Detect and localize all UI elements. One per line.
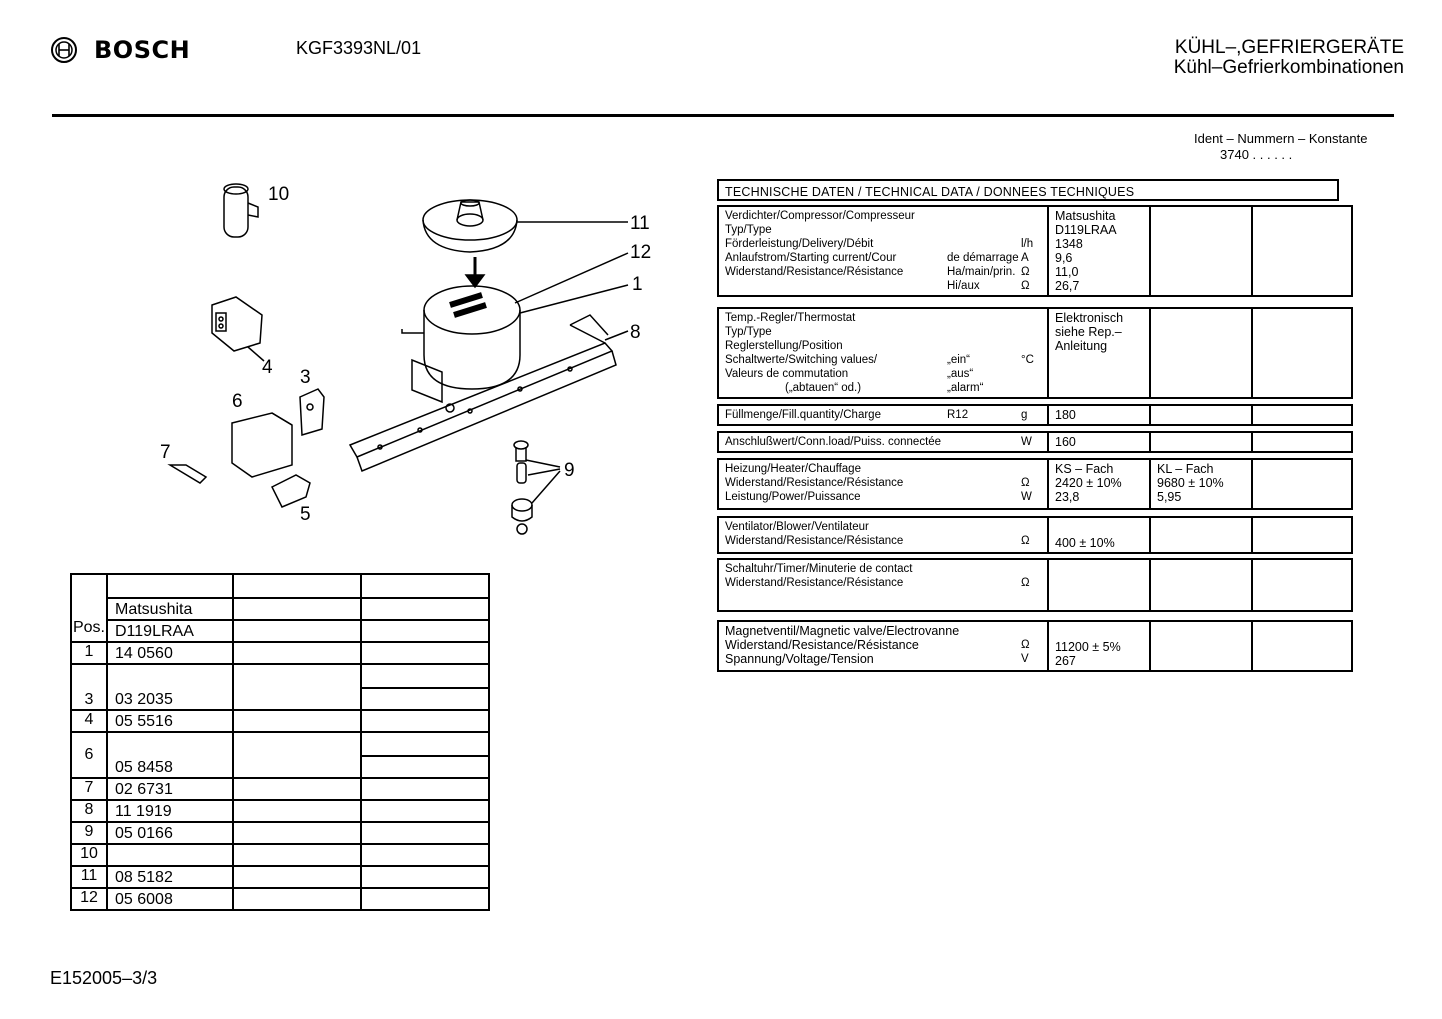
charge-section: Füllmenge/Fill.quantity/Charge R12 g 180 [717, 404, 1353, 426]
terminal-part [272, 475, 310, 507]
table-row: 3 03 2035 [71, 664, 489, 688]
mounting-set-part [512, 441, 532, 534]
brand [50, 36, 190, 64]
compressor-assembly-diagram [150, 175, 652, 555]
category-line-1: KÜHL–,GEFRIERGERÄTE [1174, 37, 1404, 58]
callout-4: 4 [262, 357, 273, 378]
model-number: KGF3393NL/01 [296, 38, 422, 58]
callout-5: 5 [300, 504, 311, 525]
callout-12: 12 [630, 242, 652, 263]
relay-part [212, 297, 262, 351]
type-header: D119LRAA [107, 620, 233, 642]
ident-value: 3740 . . . . . . [1220, 147, 1293, 162]
document-code: E152005–3/3 [50, 968, 158, 988]
fan-section: Ventilator/Blower/Ventilateur Widerstand/Resistance/Résistance Ω 400 ± 10% [717, 516, 1353, 554]
capacitor-part [224, 184, 258, 237]
category-line-2: Kühl–Gefrierkombinationen [1173, 57, 1404, 78]
category-title [1174, 38, 1404, 78]
heater-section: Heizung/Heater/Chauffage Widerstand/Resistance/Résistance Leistung/Power/Puissance Ω W KS – Fach 2420 ± 10% 23,8 KL – Fach 9680 ± 10% 5,95 [717, 458, 1353, 510]
brand-name: BOSCH [94, 36, 191, 64]
ident-label: Ident – Nummern – Konstante [1194, 131, 1368, 146]
thermal-protector-part [300, 389, 324, 435]
compressor-part [402, 286, 520, 412]
callout-8: 8 [630, 322, 641, 343]
table-row: 7 02 6731 [71, 778, 489, 800]
base-plate-part [350, 315, 616, 471]
compressor-section: Verdichter/Compressor/Compresseur Typ/Type Förderleistung/Delivery/Débit Anlaufstrom/Starting current/Cour de démarrage Widerstand/Resistance/Résistance Ha/main/prin. Hi/aux l/h A Ω Ω Matsushita D119LRAA 1348 9,6 11,0 26,7 [717, 205, 1353, 297]
thermostat-section: Temp.-Regler/Thermostat Typ/Type Reglerstellung/Position Schaltwerte/Switching values/ „ein“ Valeurs de commutation „aus“ („abtauen“ od.) „alarm“ °C Elektronisch siehe Rep.– Anleitung [717, 307, 1353, 399]
parts-table [70, 573, 490, 911]
table-row: 4 05 5516 [71, 710, 489, 732]
callout-6: 6 [232, 391, 243, 412]
clip-part [170, 465, 206, 483]
table-row: 12 05 6008 [71, 888, 489, 910]
header-divider [52, 114, 1394, 117]
table-row: 8 11 1919 [71, 800, 489, 822]
table-row: 9 05 0166 [71, 822, 489, 844]
table-row: 6 05 8458 [71, 732, 489, 756]
callout-3: 3 [300, 367, 311, 388]
callout-11: 11 [630, 213, 650, 234]
ident-block [1194, 131, 1367, 163]
bosch-logo-icon [50, 36, 78, 64]
callout-10: 10 [268, 184, 290, 205]
callout-9: 9 [564, 460, 575, 481]
table-row: 1 14 0560 [71, 642, 489, 664]
make-header: Matsushita [107, 598, 233, 620]
callout-1: 1 [632, 274, 643, 295]
technical-data-header: TECHNISCHE DATEN / TECHNICAL DATA / DONNEES TECHNIQUES [717, 179, 1339, 201]
connected-load-section: Anschlußwert/Conn.load/Puiss. connectée W 160 [717, 431, 1353, 453]
valve-section: Magnetventil/Magnetic valve/Electrovanne Widerstand/Resistance/Résistance Spannung/Voltage/Tension Ω V 11200 ± 5% 267 [717, 620, 1353, 672]
table-row: 11 08 5182 [71, 866, 489, 888]
starter-cover-part [232, 413, 292, 477]
pos-header: Pos. [71, 574, 107, 642]
timer-section: Schaltuhr/Timer/Minuterie de contact Widerstand/Resistance/Résistance Ω [717, 558, 1353, 612]
cover-part [423, 200, 517, 252]
table-row: 10 [71, 844, 489, 866]
callout-7: 7 [160, 442, 171, 463]
